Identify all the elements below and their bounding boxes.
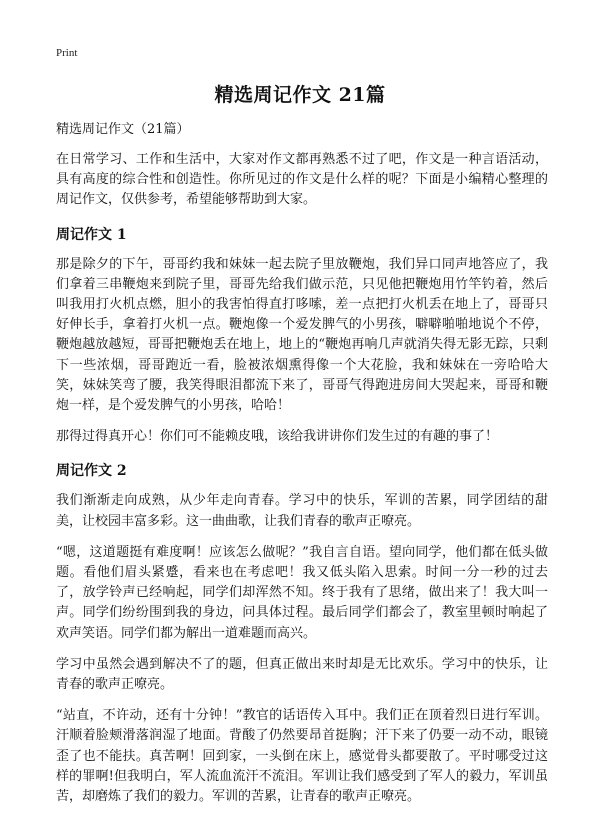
section-1-paragraph-2: 那得过得真开心！你们可不能赖皮哦，该给我讲讲你们发生过的有趣的事了！	[56, 429, 499, 445]
section-2-paragraph-1: 我们渐渐走向成熟，从少年走向青春。学习中的快乐，军训的苦累，同学团结的甜美，让校园丰富多彩。这一曲曲歌，让我们青春的歌声正嘹亮。	[56, 493, 548, 529]
section-1-paragraph-1: 那是除夕的下午，哥哥约我和妹妹一起去院子里放鞭炮，我们异口同声地答应了，我们拿着三串鞭炮来到院子里，哥哥先给我们做示范，只见他把鞭炮用竹竿钓着，然后叫我用打火机点燃，胆小的我害怕得直打哆嗦，差一点把打火机丢在地上了，哥哥只好伸长手，拿着打火机一点。鞭炮像一个爱发脾气的小男孩，噼噼啪啪地说个不停，鞭炮越放越短，哥哥把鞭炮丢在地上，地上的“鞭炮再响几声就消失得无影无踪，只剩下一些浓烟，哥哥跑近一看，脸被浓烟熏得像一个大花脸，我和妹妹在一旁哈哈大笑，妹妹笑弯了腰，我笑得眼泪都流下来了，哥哥气得跑进房间大哭起来，哥哥和鞭炮一样，是个爱发脾气的小男孩，哈哈！	[56, 256, 548, 414]
page-title: 精选周记作文 21篇	[214, 84, 386, 106]
section-2-paragraph-4: “站直，不许动，还有十分钟！”教官的话语传入耳中。我们正在顶着烈日进行军训。汗顺着脸颊滑落润湿了地面。背酸了仍然要昂首挺胸；汗下来了仍要一动不动，眼镜歪了也不能扶。真苦啊！回到家，一头倒在床上，感觉骨头都要散了。平时哪受过这样的罪啊!但我明白，军人流血流汗不流泪。军训让我们感受到了军人的毅力，军训虽苦，却磨炼了我们的毅力。军训的苦累，让青春的歌声正嘹亮。	[56, 708, 548, 805]
document-body	[56, 120, 548, 818]
document-subtitle: 精选周记作文（21篇）	[56, 122, 190, 137]
section-2-paragraph-3: 学习中虽然会遇到解决不了的题，但真正做出来时却是无比欢乐。学习中的快乐，让青春的歌声正嘹亮。	[56, 656, 548, 693]
print-label[interactable]: Print	[56, 47, 78, 59]
section-heading-1: 周记作文 1	[56, 226, 127, 243]
section-heading-2: 周记作文 2	[56, 463, 127, 480]
section-2-paragraph-2: “嗯，这道题挺有难度啊！应该怎么做呢？”我自言自语。望向同学，他们都在低头做题。看他们眉头紧蹙，看来也在考虑吧！我又低头陷入思索。时间一分一秒的过去了，放学铃声已经响起，同学们却浑然不知。终于我有了思绪，做出来了！我大叫一声。同学们纷纷围到我的身边，问具体过程。最后同学们都会了，教室里顿时响起了欢声笑语。同学们都为解出一道难题而高兴。	[56, 544, 548, 641]
intro-paragraph: 在日常学习、工作和生活中，大家对作文都再熟悉不过了吧，作文是一种言语活动，具有高度的综合性和创造性。你所见过的作文是什么样的呢？下面是小编精心整理的周记作文，仅供参考，希望能够帮助到大家。	[56, 152, 548, 208]
